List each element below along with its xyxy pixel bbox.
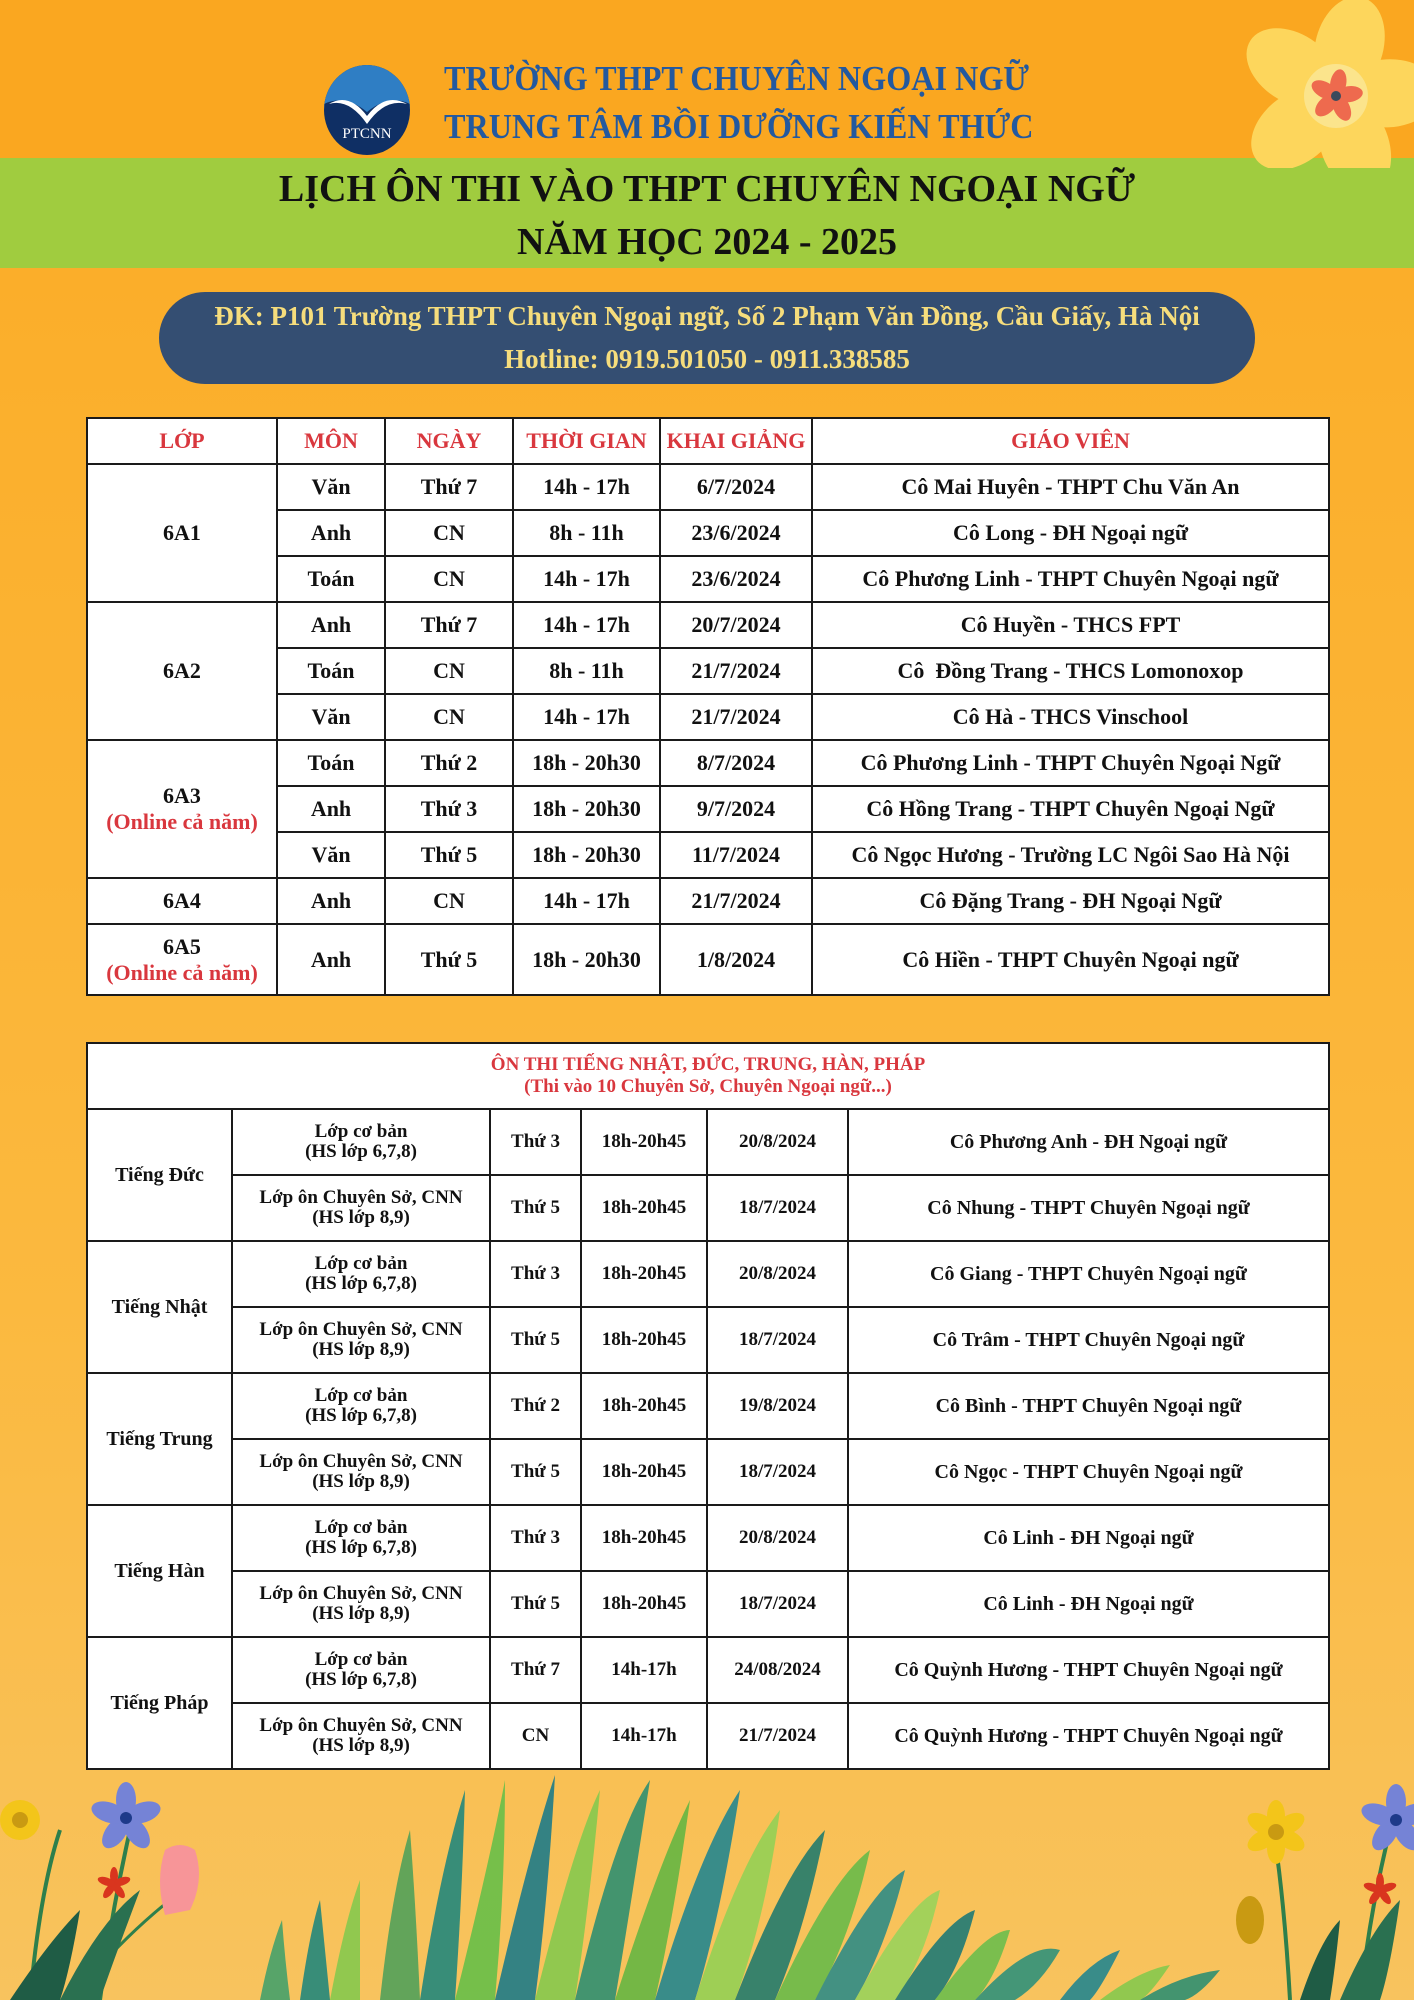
teacher-cell: Cô Hồng Trang - THPT Chuyên Ngoại Ngữ: [812, 786, 1329, 832]
day-cell: Thứ 3: [490, 1505, 581, 1571]
teacher-cell: Cô Hà - THCS Vinschool: [812, 694, 1329, 740]
teacher-cell: Cô Quỳnh Hương - THPT Chuyên Ngoại ngữ: [848, 1637, 1329, 1703]
time-cell: 14h-17h: [581, 1703, 707, 1769]
table-row: [87, 1241, 1329, 1307]
level-note: (HS lớp 8,9): [312, 1471, 410, 1492]
subject-cell: Anh: [277, 878, 385, 924]
start-date-cell: 23/6/2024: [660, 556, 812, 602]
table-row: [87, 1505, 1329, 1571]
table-row: [87, 1307, 1329, 1373]
start-date-cell: 6/7/2024: [660, 464, 812, 510]
start-date-cell: 18/7/2024: [707, 1439, 848, 1505]
class-cell: [87, 464, 277, 602]
day-cell: Thứ 5: [490, 1439, 581, 1505]
level-name: Lớp ôn Chuyên Sở, CNN: [259, 1187, 463, 1208]
header-time: THỜI GIAN: [513, 418, 660, 464]
language-table-title-line2: (Thi vào 10 Chuyên Sở, Chuyên Ngoại ngữ...): [524, 1076, 892, 1097]
level-note: (HS lớp 6,7,8): [305, 1405, 417, 1426]
teacher-cell: Cô Đồng Trang - THCS Lomonoxop: [812, 648, 1329, 694]
level-name: Lớp cơ bản: [314, 1517, 408, 1538]
teacher-cell: Cô Linh - ĐH Ngoại ngữ: [848, 1571, 1329, 1637]
day-cell: Thứ 2: [490, 1373, 581, 1439]
time-cell: 14h-17h: [581, 1637, 707, 1703]
day-cell: CN: [385, 694, 513, 740]
start-date-cell: 18/7/2024: [707, 1307, 848, 1373]
start-date-cell: 21/7/2024: [660, 694, 812, 740]
level-cell: [232, 1307, 490, 1373]
level-cell: [232, 1505, 490, 1571]
teacher-cell: Cô Trâm - THPT Chuyên Ngoại ngữ: [848, 1307, 1329, 1373]
table-row: [87, 1637, 1329, 1703]
level-cell: [232, 1373, 490, 1439]
level-name: Lớp ôn Chuyên Sở, CNN: [259, 1319, 463, 1340]
table-row: [87, 1109, 1329, 1175]
subject-cell: Toán: [277, 648, 385, 694]
class-cell: [87, 878, 277, 924]
day-cell: Thứ 3: [490, 1109, 581, 1175]
language-table: [86, 1042, 1330, 1770]
subject-cell: Toán: [277, 556, 385, 602]
contact-box: [159, 292, 1255, 384]
table-row: [87, 1703, 1329, 1769]
class-name: 6A1: [163, 520, 201, 545]
time-cell: 18h-20h45: [581, 1109, 707, 1175]
start-date-cell: 20/8/2024: [707, 1505, 848, 1571]
level-name: Lớp cơ bản: [314, 1253, 408, 1274]
class-name: 6A4: [163, 888, 201, 913]
time-cell: 18h - 20h30: [513, 786, 660, 832]
level-note: (HS lớp 6,7,8): [305, 1273, 417, 1294]
day-cell: Thứ 5: [490, 1175, 581, 1241]
start-date-cell: 21/7/2024: [660, 878, 812, 924]
table-row: [87, 1175, 1329, 1241]
header-day: NGÀY: [385, 418, 513, 464]
class-cell: [87, 602, 277, 740]
level-name: Lớp ôn Chuyên Sở, CNN: [259, 1715, 463, 1736]
class-name: 6A3: [163, 783, 201, 808]
level-cell: [232, 1703, 490, 1769]
language-cell: Tiếng Nhật: [87, 1241, 232, 1373]
start-date-cell: 1/8/2024: [660, 924, 812, 995]
level-cell: [232, 1571, 490, 1637]
day-cell: Thứ 3: [385, 786, 513, 832]
teacher-cell: Cô Giang - THPT Chuyên Ngoại ngữ: [848, 1241, 1329, 1307]
time-cell: 18h-20h45: [581, 1307, 707, 1373]
teacher-cell: Cô Hiền - THPT Chuyên Ngoại ngữ: [812, 924, 1329, 995]
level-name: Lớp cơ bản: [314, 1385, 408, 1406]
day-cell: Thứ 5: [385, 924, 513, 995]
language-cell: Tiếng Pháp: [87, 1637, 232, 1769]
header-teacher: GIÁO VIÊN: [812, 418, 1329, 464]
teacher-cell: Cô Nhung - THPT Chuyên Ngoại ngữ: [848, 1175, 1329, 1241]
table-row: [87, 1373, 1329, 1439]
time-cell: 14h - 17h: [513, 602, 660, 648]
start-date-cell: 19/8/2024: [707, 1373, 848, 1439]
level-note: (HS lớp 6,7,8): [305, 1537, 417, 1558]
start-date-cell: 9/7/2024: [660, 786, 812, 832]
header-start-date: KHAI GIẢNG: [660, 418, 812, 464]
schedule-table-header: [87, 418, 1329, 464]
time-cell: 14h - 17h: [513, 556, 660, 602]
class-cell: [87, 740, 277, 878]
start-date-cell: 18/7/2024: [707, 1175, 848, 1241]
level-note: (HS lớp 8,9): [312, 1603, 410, 1624]
class-name: 6A2: [163, 658, 201, 683]
page-subtitle-year: NĂM HỌC 2024 - 2025: [517, 221, 897, 263]
level-note: (HS lớp 6,7,8): [305, 1141, 417, 1162]
start-date-cell: 24/08/2024: [707, 1637, 848, 1703]
subject-cell: Toán: [277, 740, 385, 786]
day-cell: CN: [490, 1703, 581, 1769]
time-cell: 18h-20h45: [581, 1439, 707, 1505]
subject-cell: Anh: [277, 510, 385, 556]
time-cell: 18h-20h45: [581, 1571, 707, 1637]
time-cell: 18h-20h45: [581, 1175, 707, 1241]
online-note: (Online cả năm): [106, 959, 258, 985]
time-cell: 18h-20h45: [581, 1241, 707, 1307]
class-name: 6A5: [163, 933, 201, 959]
day-cell: Thứ 2: [385, 740, 513, 786]
start-date-cell: 23/6/2024: [660, 510, 812, 556]
grass-flowers-decoration-icon: [0, 1770, 1414, 2000]
school-header: [444, 55, 1084, 151]
table-row: [87, 1571, 1329, 1637]
time-cell: 18h-20h45: [581, 1373, 707, 1439]
level-cell: [232, 1637, 490, 1703]
level-note: (HS lớp 8,9): [312, 1207, 410, 1228]
start-date-cell: 11/7/2024: [660, 832, 812, 878]
time-cell: 8h - 11h: [513, 510, 660, 556]
time-cell: 18h - 20h30: [513, 740, 660, 786]
table-row: [87, 602, 1329, 648]
language-cell: Tiếng Trung: [87, 1373, 232, 1505]
day-cell: Thứ 5: [385, 832, 513, 878]
time-cell: 14h - 17h: [513, 464, 660, 510]
day-cell: CN: [385, 556, 513, 602]
level-cell: [232, 1241, 490, 1307]
logo-text: PTCNN: [342, 126, 392, 142]
teacher-cell: Cô Long - ĐH Ngoại ngữ: [812, 510, 1329, 556]
day-cell: Thứ 5: [490, 1307, 581, 1373]
teacher-cell: Cô Bình - THPT Chuyên Ngoại ngữ: [848, 1373, 1329, 1439]
start-date-cell: 20/8/2024: [707, 1109, 848, 1175]
subject-cell: Anh: [277, 786, 385, 832]
day-cell: Thứ 7: [385, 464, 513, 510]
day-cell: Thứ 7: [385, 602, 513, 648]
level-name: Lớp ôn Chuyên Sở, CNN: [259, 1583, 463, 1604]
teacher-cell: Cô Huyền - THCS FPT: [812, 602, 1329, 648]
table-row: [87, 924, 1329, 995]
header-subject: MÔN: [277, 418, 385, 464]
ptcnn-logo: [323, 64, 411, 156]
day-cell: CN: [385, 510, 513, 556]
teacher-cell: Cô Mai Huyên - THPT Chu Văn An: [812, 464, 1329, 510]
level-name: Lớp ôn Chuyên Sở, CNN: [259, 1451, 463, 1472]
table-row: [87, 464, 1329, 510]
time-cell: 8h - 11h: [513, 648, 660, 694]
start-date-cell: 21/7/2024: [707, 1703, 848, 1769]
language-table-title: [87, 1043, 1329, 1109]
start-date-cell: 21/7/2024: [660, 648, 812, 694]
language-table-title-line1: ÔN THI TIẾNG NHẬT, ĐỨC, TRUNG, HÀN, PHÁP: [490, 1054, 926, 1075]
subject-cell: Văn: [277, 694, 385, 740]
time-cell: 14h - 17h: [513, 694, 660, 740]
time-cell: 14h - 17h: [513, 878, 660, 924]
teacher-cell: Cô Phương Linh - THPT Chuyên Ngoại Ngữ: [812, 740, 1329, 786]
teacher-cell: Cô Đặng Trang - ĐH Ngoại Ngữ: [812, 878, 1329, 924]
teacher-cell: Cô Ngọc Hương - Trường LC Ngôi Sao Hà Nội: [812, 832, 1329, 878]
page-title: LỊCH ÔN THI VÀO THPT CHUYÊN NGOẠI NGỮ: [278, 168, 1136, 210]
teacher-cell: Cô Phương Anh - ĐH Ngoại ngữ: [848, 1109, 1329, 1175]
address-text: ĐK: P101 Trường THPT Chuyên Ngoại ngữ, Số 2 Phạm Văn Đồng, Cầu Giấy, Hà Nội: [214, 301, 1200, 331]
language-table-title-row: [87, 1043, 1329, 1109]
day-cell: Thứ 5: [490, 1571, 581, 1637]
center-name: TRUNG TÂM BỒI DƯỠNG KIẾN THỨC: [444, 107, 1034, 146]
table-row: [87, 878, 1329, 924]
teacher-cell: Cô Phương Linh - THPT Chuyên Ngoại ngữ: [812, 556, 1329, 602]
level-name: Lớp cơ bản: [314, 1121, 408, 1142]
level-cell: [232, 1175, 490, 1241]
start-date-cell: 18/7/2024: [707, 1571, 848, 1637]
level-note: (HS lớp 8,9): [312, 1339, 410, 1360]
time-cell: 18h - 20h30: [513, 924, 660, 995]
day-cell: Thứ 7: [490, 1637, 581, 1703]
school-name: TRƯỜNG THPT CHUYÊN NGOẠI NGỮ: [444, 59, 1030, 98]
day-cell: CN: [385, 648, 513, 694]
time-cell: 18h - 20h30: [513, 832, 660, 878]
teacher-cell: Cô Linh - ĐH Ngoại ngữ: [848, 1505, 1329, 1571]
subject-cell: Anh: [277, 602, 385, 648]
online-note: (Online cả năm): [106, 809, 258, 834]
subject-cell: Anh: [277, 924, 385, 995]
day-cell: CN: [385, 878, 513, 924]
level-cell: [232, 1439, 490, 1505]
class-cell: [87, 924, 277, 995]
level-cell: [232, 1109, 490, 1175]
hotline-text: Hotline: 0919.501050 - 0911.338585: [504, 344, 910, 374]
time-cell: 18h-20h45: [581, 1505, 707, 1571]
level-note: (HS lớp 6,7,8): [305, 1669, 417, 1690]
language-cell: Tiếng Hàn: [87, 1505, 232, 1637]
flower-decoration-icon: [1238, 0, 1414, 168]
table-row: [87, 740, 1329, 786]
subject-cell: Văn: [277, 832, 385, 878]
subject-cell: Văn: [277, 464, 385, 510]
day-cell: Thứ 3: [490, 1241, 581, 1307]
teacher-cell: Cô Quỳnh Hương - THPT Chuyên Ngoại ngữ: [848, 1703, 1329, 1769]
language-cell: Tiếng Đức: [87, 1109, 232, 1241]
header-class: LỚP: [87, 418, 277, 464]
teacher-cell: Cô Ngọc - THPT Chuyên Ngoại ngữ: [848, 1439, 1329, 1505]
table-row: [87, 1439, 1329, 1505]
start-date-cell: 8/7/2024: [660, 740, 812, 786]
start-date-cell: 20/7/2024: [660, 602, 812, 648]
start-date-cell: 20/8/2024: [707, 1241, 848, 1307]
level-name: Lớp cơ bản: [314, 1649, 408, 1670]
level-note: (HS lớp 8,9): [312, 1735, 410, 1756]
schedule-table: [86, 417, 1330, 996]
